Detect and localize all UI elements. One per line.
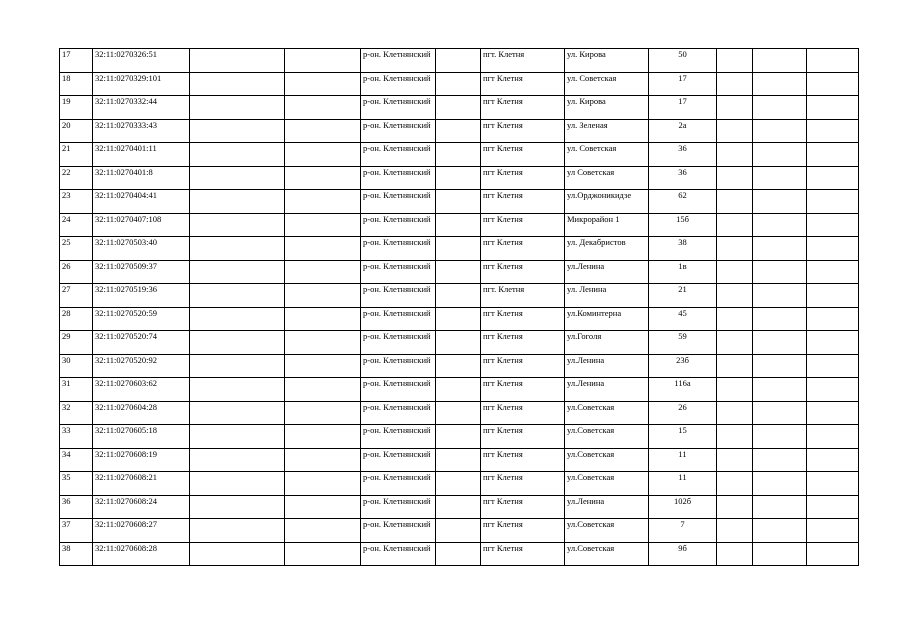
empty-cell bbox=[717, 143, 753, 167]
district-cell: р-он. Клетнянский bbox=[361, 237, 436, 261]
empty-cell bbox=[807, 307, 859, 331]
empty-cell bbox=[436, 472, 481, 496]
property-register-table bbox=[59, 48, 859, 566]
empty-cell bbox=[436, 284, 481, 308]
empty-cell bbox=[753, 166, 807, 190]
empty-cell bbox=[717, 284, 753, 308]
cadastral-number-cell: 32:11:0270509:37 bbox=[93, 260, 190, 284]
settlement-cell: пгт Клетня bbox=[481, 260, 565, 284]
empty-cell bbox=[436, 425, 481, 449]
cadastral-number-cell: 32:11:0270332:44 bbox=[93, 96, 190, 120]
street-cell: Микрорайон 1 bbox=[565, 213, 649, 237]
empty-cell bbox=[807, 143, 859, 167]
table-row bbox=[60, 190, 859, 214]
house-number-cell: 38 bbox=[649, 237, 717, 261]
cadastral-number-cell: 32:11:0270608:27 bbox=[93, 519, 190, 543]
settlement-cell: пгт Клетня bbox=[481, 519, 565, 543]
empty-cell bbox=[190, 213, 285, 237]
house-number-cell: 11 bbox=[649, 448, 717, 472]
empty-cell bbox=[753, 284, 807, 308]
empty-cell bbox=[807, 425, 859, 449]
empty-cell bbox=[807, 331, 859, 355]
table-row bbox=[60, 472, 859, 496]
table-row bbox=[60, 354, 859, 378]
empty-cell bbox=[436, 49, 481, 73]
district-cell: р-он. Клетнянский bbox=[361, 495, 436, 519]
house-number-cell: 26 bbox=[649, 401, 717, 425]
cadastral-number-cell: 32:11:0270407:108 bbox=[93, 213, 190, 237]
empty-cell bbox=[436, 72, 481, 96]
empty-cell bbox=[717, 190, 753, 214]
district-cell: р-он. Клетнянский bbox=[361, 166, 436, 190]
empty-cell bbox=[285, 448, 361, 472]
settlement-cell: пгт. Клетня bbox=[481, 49, 565, 73]
empty-cell bbox=[807, 284, 859, 308]
empty-cell bbox=[717, 213, 753, 237]
house-number-cell: 50 bbox=[649, 49, 717, 73]
house-number-cell: 15б bbox=[649, 213, 717, 237]
cadastral-number-cell: 32:11:0270608:19 bbox=[93, 448, 190, 472]
empty-cell bbox=[717, 72, 753, 96]
cadastral-number-cell: 32:11:0270604:28 bbox=[93, 401, 190, 425]
house-number-cell: 15 bbox=[649, 425, 717, 449]
empty-cell bbox=[807, 472, 859, 496]
table-row bbox=[60, 72, 859, 96]
empty-cell bbox=[436, 237, 481, 261]
district-cell: р-он. Клетнянский bbox=[361, 448, 436, 472]
empty-cell bbox=[717, 49, 753, 73]
empty-cell bbox=[717, 472, 753, 496]
district-cell: р-он. Клетнянский bbox=[361, 542, 436, 566]
table-row bbox=[60, 331, 859, 355]
settlement-cell: пгт Клетня bbox=[481, 307, 565, 331]
empty-cell bbox=[807, 166, 859, 190]
street-cell: ул. Кирова bbox=[565, 96, 649, 120]
cadastral-number-cell: 32:11:0270520:92 bbox=[93, 354, 190, 378]
empty-cell bbox=[190, 260, 285, 284]
street-cell: ул.Советская bbox=[565, 472, 649, 496]
street-cell: ул Советская bbox=[565, 166, 649, 190]
settlement-cell: пгт Клетня bbox=[481, 96, 565, 120]
district-cell: р-он. Клетнянский bbox=[361, 49, 436, 73]
settlement-cell: пгт Клетня bbox=[481, 354, 565, 378]
row-number-cell: 36 bbox=[60, 495, 93, 519]
empty-cell bbox=[753, 260, 807, 284]
row-number-cell: 19 bbox=[60, 96, 93, 120]
empty-cell bbox=[717, 260, 753, 284]
cadastral-number-cell: 32:11:0270520:74 bbox=[93, 331, 190, 355]
empty-cell bbox=[285, 425, 361, 449]
table-row bbox=[60, 448, 859, 472]
district-cell: р-он. Клетнянский bbox=[361, 425, 436, 449]
settlement-cell: пгт Клетня bbox=[481, 401, 565, 425]
settlement-cell: пгт Клетня bbox=[481, 542, 565, 566]
cadastral-number-cell: 32:11:0270401:8 bbox=[93, 166, 190, 190]
empty-cell bbox=[807, 72, 859, 96]
empty-cell bbox=[190, 143, 285, 167]
row-number-cell: 20 bbox=[60, 119, 93, 143]
empty-cell bbox=[807, 495, 859, 519]
district-cell: р-он. Клетнянский bbox=[361, 190, 436, 214]
empty-cell bbox=[753, 96, 807, 120]
empty-cell bbox=[436, 378, 481, 402]
empty-cell bbox=[807, 190, 859, 214]
house-number-cell: 62 bbox=[649, 190, 717, 214]
empty-cell bbox=[436, 448, 481, 472]
empty-cell bbox=[190, 448, 285, 472]
empty-cell bbox=[285, 378, 361, 402]
empty-cell bbox=[807, 213, 859, 237]
empty-cell bbox=[436, 354, 481, 378]
empty-cell bbox=[436, 260, 481, 284]
empty-cell bbox=[285, 472, 361, 496]
street-cell: ул.Советская bbox=[565, 542, 649, 566]
empty-cell bbox=[753, 143, 807, 167]
empty-cell bbox=[190, 119, 285, 143]
empty-cell bbox=[753, 213, 807, 237]
empty-cell bbox=[753, 307, 807, 331]
empty-cell bbox=[717, 331, 753, 355]
house-number-cell: 11 bbox=[649, 472, 717, 496]
empty-cell bbox=[285, 190, 361, 214]
empty-cell bbox=[717, 307, 753, 331]
street-cell: ул.Советская bbox=[565, 448, 649, 472]
empty-cell bbox=[753, 425, 807, 449]
settlement-cell: пгт. Клетня bbox=[481, 284, 565, 308]
cadastral-number-cell: 32:11:0270326:51 bbox=[93, 49, 190, 73]
settlement-cell: пгт Клетня bbox=[481, 190, 565, 214]
row-number-cell: 29 bbox=[60, 331, 93, 355]
settlement-cell: пгт Клетня bbox=[481, 166, 565, 190]
house-number-cell: 36 bbox=[649, 166, 717, 190]
table-row bbox=[60, 166, 859, 190]
empty-cell bbox=[717, 519, 753, 543]
empty-cell bbox=[807, 448, 859, 472]
empty-cell bbox=[190, 378, 285, 402]
empty-cell bbox=[753, 378, 807, 402]
table-row bbox=[60, 425, 859, 449]
empty-cell bbox=[190, 425, 285, 449]
empty-cell bbox=[285, 331, 361, 355]
house-number-cell: 9б bbox=[649, 542, 717, 566]
street-cell: ул.Советская bbox=[565, 425, 649, 449]
empty-cell bbox=[436, 401, 481, 425]
empty-cell bbox=[717, 119, 753, 143]
row-number-cell: 38 bbox=[60, 542, 93, 566]
empty-cell bbox=[190, 354, 285, 378]
empty-cell bbox=[753, 49, 807, 73]
empty-cell bbox=[807, 260, 859, 284]
empty-cell bbox=[285, 519, 361, 543]
street-cell: ул. Советская bbox=[565, 143, 649, 167]
empty-cell bbox=[285, 495, 361, 519]
house-number-cell: 1в bbox=[649, 260, 717, 284]
cadastral-number-cell: 32:11:0270329:101 bbox=[93, 72, 190, 96]
empty-cell bbox=[717, 96, 753, 120]
row-number-cell: 31 bbox=[60, 378, 93, 402]
empty-cell bbox=[190, 96, 285, 120]
empty-cell bbox=[436, 331, 481, 355]
settlement-cell: пгт Клетня bbox=[481, 448, 565, 472]
street-cell: ул.Орджоникидзе bbox=[565, 190, 649, 214]
empty-cell bbox=[190, 72, 285, 96]
house-number-cell: 2а bbox=[649, 119, 717, 143]
empty-cell bbox=[285, 307, 361, 331]
cadastral-number-cell: 32:11:0270404:41 bbox=[93, 190, 190, 214]
street-cell: ул.Советская bbox=[565, 401, 649, 425]
empty-cell bbox=[807, 378, 859, 402]
cadastral-number-cell: 32:11:0270603:62 bbox=[93, 378, 190, 402]
district-cell: р-он. Клетнянский bbox=[361, 354, 436, 378]
empty-cell bbox=[753, 519, 807, 543]
row-number-cell: 22 bbox=[60, 166, 93, 190]
table-row bbox=[60, 49, 859, 73]
street-cell: ул.Ленина bbox=[565, 495, 649, 519]
cadastral-number-cell: 32:11:0270608:21 bbox=[93, 472, 190, 496]
cadastral-number-cell: 32:11:0270520:59 bbox=[93, 307, 190, 331]
empty-cell bbox=[285, 72, 361, 96]
empty-cell bbox=[285, 143, 361, 167]
empty-cell bbox=[190, 472, 285, 496]
empty-cell bbox=[436, 190, 481, 214]
empty-cell bbox=[807, 237, 859, 261]
empty-cell bbox=[753, 448, 807, 472]
empty-cell bbox=[285, 237, 361, 261]
table-row bbox=[60, 401, 859, 425]
row-number-cell: 24 bbox=[60, 213, 93, 237]
empty-cell bbox=[717, 425, 753, 449]
empty-cell bbox=[436, 307, 481, 331]
cadastral-number-cell: 32:11:0270608:24 bbox=[93, 495, 190, 519]
table-row bbox=[60, 284, 859, 308]
table-row bbox=[60, 307, 859, 331]
settlement-cell: пгт Клетня bbox=[481, 425, 565, 449]
table-row bbox=[60, 96, 859, 120]
row-number-cell: 37 bbox=[60, 519, 93, 543]
row-number-cell: 33 bbox=[60, 425, 93, 449]
table-row bbox=[60, 495, 859, 519]
district-cell: р-он. Клетнянский bbox=[361, 96, 436, 120]
cadastral-number-cell: 32:11:0270605:18 bbox=[93, 425, 190, 449]
cadastral-number-cell: 32:11:0270401:11 bbox=[93, 143, 190, 167]
empty-cell bbox=[753, 495, 807, 519]
street-cell: ул.Ленина bbox=[565, 378, 649, 402]
table-row bbox=[60, 260, 859, 284]
district-cell: р-он. Клетнянский bbox=[361, 331, 436, 355]
empty-cell bbox=[753, 72, 807, 96]
empty-cell bbox=[190, 49, 285, 73]
empty-cell bbox=[190, 190, 285, 214]
table-body bbox=[60, 49, 859, 566]
house-number-cell: 45 bbox=[649, 307, 717, 331]
empty-cell bbox=[190, 307, 285, 331]
empty-cell bbox=[807, 542, 859, 566]
table-row bbox=[60, 542, 859, 566]
district-cell: р-он. Клетнянский bbox=[361, 307, 436, 331]
settlement-cell: пгт Клетня bbox=[481, 143, 565, 167]
house-number-cell: 59 bbox=[649, 331, 717, 355]
district-cell: р-он. Клетнянский bbox=[361, 401, 436, 425]
settlement-cell: пгт Клетня bbox=[481, 237, 565, 261]
empty-cell bbox=[285, 166, 361, 190]
house-number-cell: 21 bbox=[649, 284, 717, 308]
empty-cell bbox=[807, 96, 859, 120]
district-cell: р-он. Клетнянский bbox=[361, 284, 436, 308]
table-row bbox=[60, 378, 859, 402]
street-cell: ул.Ленина bbox=[565, 354, 649, 378]
empty-cell bbox=[285, 542, 361, 566]
street-cell: ул. Зеленая bbox=[565, 119, 649, 143]
house-number-cell: 17 bbox=[649, 72, 717, 96]
table-row bbox=[60, 119, 859, 143]
district-cell: р-он. Клетнянский bbox=[361, 472, 436, 496]
empty-cell bbox=[807, 119, 859, 143]
row-number-cell: 32 bbox=[60, 401, 93, 425]
street-cell: ул. Кирова bbox=[565, 49, 649, 73]
empty-cell bbox=[190, 166, 285, 190]
house-number-cell: 23б bbox=[649, 354, 717, 378]
house-number-cell: 102б bbox=[649, 495, 717, 519]
street-cell: ул. Советская bbox=[565, 72, 649, 96]
settlement-cell: пгт Клетня bbox=[481, 472, 565, 496]
settlement-cell: пгт Клетня bbox=[481, 119, 565, 143]
empty-cell bbox=[753, 472, 807, 496]
table-row bbox=[60, 519, 859, 543]
empty-cell bbox=[285, 354, 361, 378]
table-row bbox=[60, 213, 859, 237]
empty-cell bbox=[807, 519, 859, 543]
empty-cell bbox=[717, 401, 753, 425]
empty-cell bbox=[190, 237, 285, 261]
empty-cell bbox=[436, 143, 481, 167]
table-row bbox=[60, 143, 859, 167]
street-cell: ул.Ленина bbox=[565, 260, 649, 284]
cadastral-number-cell: 32:11:0270333:43 bbox=[93, 119, 190, 143]
district-cell: р-он. Клетнянский bbox=[361, 519, 436, 543]
empty-cell bbox=[436, 542, 481, 566]
district-cell: р-он. Клетнянский bbox=[361, 119, 436, 143]
empty-cell bbox=[285, 260, 361, 284]
empty-cell bbox=[190, 542, 285, 566]
house-number-cell: 7 bbox=[649, 519, 717, 543]
district-cell: р-он. Клетнянский bbox=[361, 213, 436, 237]
row-number-cell: 23 bbox=[60, 190, 93, 214]
empty-cell bbox=[753, 190, 807, 214]
cadastral-number-cell: 32:11:0270503:40 bbox=[93, 237, 190, 261]
house-number-cell: 116а bbox=[649, 378, 717, 402]
settlement-cell: пгт Клетня bbox=[481, 378, 565, 402]
empty-cell bbox=[753, 237, 807, 261]
row-number-cell: 17 bbox=[60, 49, 93, 73]
empty-cell bbox=[436, 96, 481, 120]
empty-cell bbox=[753, 542, 807, 566]
empty-cell bbox=[807, 49, 859, 73]
empty-cell bbox=[436, 519, 481, 543]
empty-cell bbox=[753, 354, 807, 378]
row-number-cell: 35 bbox=[60, 472, 93, 496]
empty-cell bbox=[285, 119, 361, 143]
district-cell: р-он. Клетнянский bbox=[361, 143, 436, 167]
cadastral-number-cell: 32:11:0270519:36 bbox=[93, 284, 190, 308]
empty-cell bbox=[717, 378, 753, 402]
row-number-cell: 21 bbox=[60, 143, 93, 167]
cadastral-number-cell: 32:11:0270608:28 bbox=[93, 542, 190, 566]
empty-cell bbox=[807, 354, 859, 378]
row-number-cell: 18 bbox=[60, 72, 93, 96]
empty-cell bbox=[807, 401, 859, 425]
empty-cell bbox=[190, 519, 285, 543]
empty-cell bbox=[436, 213, 481, 237]
empty-cell bbox=[285, 49, 361, 73]
empty-cell bbox=[285, 96, 361, 120]
row-number-cell: 26 bbox=[60, 260, 93, 284]
empty-cell bbox=[190, 401, 285, 425]
row-number-cell: 27 bbox=[60, 284, 93, 308]
row-number-cell: 25 bbox=[60, 237, 93, 261]
settlement-cell: пгт Клетня bbox=[481, 213, 565, 237]
street-cell: ул.Коминтерна bbox=[565, 307, 649, 331]
empty-cell bbox=[753, 119, 807, 143]
empty-cell bbox=[285, 401, 361, 425]
settlement-cell: пгт Клетня bbox=[481, 495, 565, 519]
empty-cell bbox=[436, 495, 481, 519]
district-cell: р-он. Клетнянский bbox=[361, 260, 436, 284]
empty-cell bbox=[436, 119, 481, 143]
empty-cell bbox=[717, 166, 753, 190]
district-cell: р-он. Клетнянский bbox=[361, 378, 436, 402]
settlement-cell: пгт Клетня bbox=[481, 72, 565, 96]
settlement-cell: пгт Клетня bbox=[481, 331, 565, 355]
empty-cell bbox=[190, 331, 285, 355]
street-cell: ул.Гоголя bbox=[565, 331, 649, 355]
empty-cell bbox=[190, 495, 285, 519]
street-cell: ул. Декабристов bbox=[565, 237, 649, 261]
empty-cell bbox=[717, 237, 753, 261]
row-number-cell: 28 bbox=[60, 307, 93, 331]
empty-cell bbox=[717, 542, 753, 566]
house-number-cell: 36 bbox=[649, 143, 717, 167]
street-cell: ул. Ленина bbox=[565, 284, 649, 308]
empty-cell bbox=[717, 448, 753, 472]
empty-cell bbox=[285, 213, 361, 237]
table-row bbox=[60, 237, 859, 261]
empty-cell bbox=[717, 495, 753, 519]
row-number-cell: 34 bbox=[60, 448, 93, 472]
empty-cell bbox=[753, 401, 807, 425]
empty-cell bbox=[285, 284, 361, 308]
house-number-cell: 17 bbox=[649, 96, 717, 120]
street-cell: ул.Советская bbox=[565, 519, 649, 543]
empty-cell bbox=[436, 166, 481, 190]
empty-cell bbox=[753, 331, 807, 355]
row-number-cell: 30 bbox=[60, 354, 93, 378]
empty-cell bbox=[190, 284, 285, 308]
district-cell: р-он. Клетнянский bbox=[361, 72, 436, 96]
empty-cell bbox=[717, 354, 753, 378]
